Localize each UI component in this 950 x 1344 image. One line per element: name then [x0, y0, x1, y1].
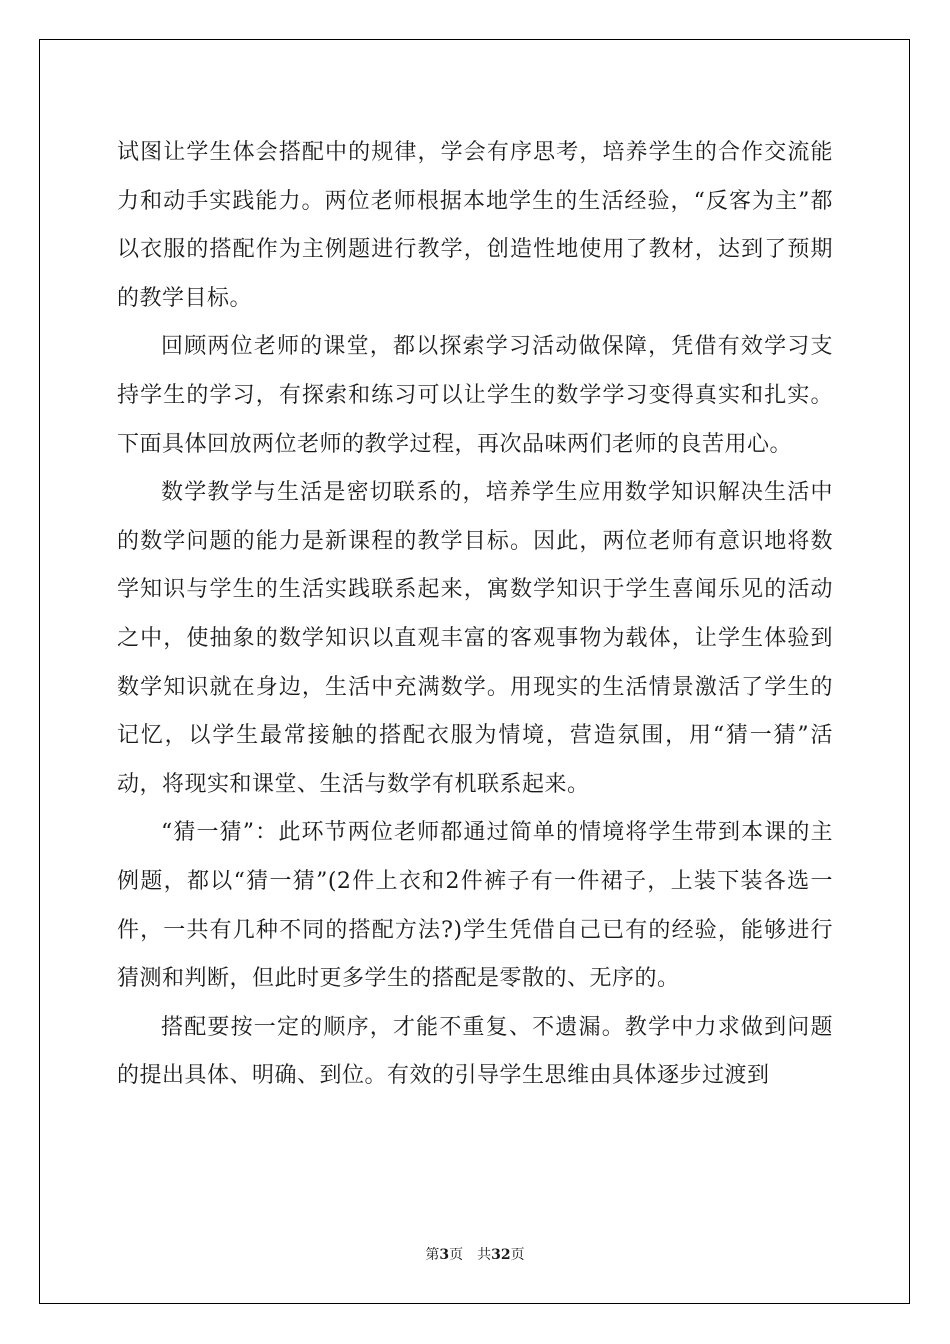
paragraph-1: 试图让学生体会搭配中的规律，学会有序思考，培养学生的合作交流能力和动手实践能力。两位老师根据本地学生的生活经验，“反客为主”都以衣服的搭配作为主例题进行教学，创造性地使用了教材，达到了预期的教学目标。	[117, 140, 833, 311]
paragraph-4: “猜一猜”：此环节两位老师都通过简单的情境将学生带到本课的主例题，都以“猜一猜”(2件上衣和2件裤子有一件裙子，上装下装各选一件，一共有几种不同的搭配方法?)学生凭借自己已有的经验，能够进行猜测和判断，但此时更多学生的搭配是零散的、无序的。	[117, 820, 833, 992]
page-current: 3	[439, 1247, 450, 1263]
paragraph-2: 回顾两位老师的课堂，都以探索学习活动做保障，凭借有效学习支持学生的学习，有探索和练习可以让学生的数学学习变得真实和扎实。下面具体回放两位老师的教学过程，再次品味两们老师的良苦用心。	[117, 334, 833, 457]
paragraph-3: 数学教学与生活是密切联系的，培养学生应用数学知识解决生活中的数学问题的能力是新课程的教学目标。因此，两位老师有意识地将数学知识与学生的生活实践联系起来，寓数学知识于学生喜闻乐见的活动之中，使抽象的数学知识以直观丰富的客观事物为载体，让学生体验到数学知识就在身边，生活中充满数学。用现实的生活情景激活了学生的记忆，以学生最常接触的搭配衣服为情境，营造氛围，用“猜一猜”活动，将现实和课堂、生活与数学有机联系起来。	[117, 480, 833, 797]
document-body	[117, 129, 833, 1101]
page-total: 32	[491, 1247, 511, 1263]
page-unit: 页	[449, 1247, 464, 1263]
page-prefix: 第	[425, 1247, 440, 1263]
paragraph-5: 搭配要按一定的顺序，才能不重复、不遗漏。教学中力求做到问题的提出具体、明确、到位。有效的引导学生思维由具体逐步过渡到	[117, 1014, 833, 1089]
total-prefix: 共	[477, 1247, 492, 1263]
total-unit: 页	[510, 1247, 525, 1263]
page-footer	[0, 1244, 950, 1264]
